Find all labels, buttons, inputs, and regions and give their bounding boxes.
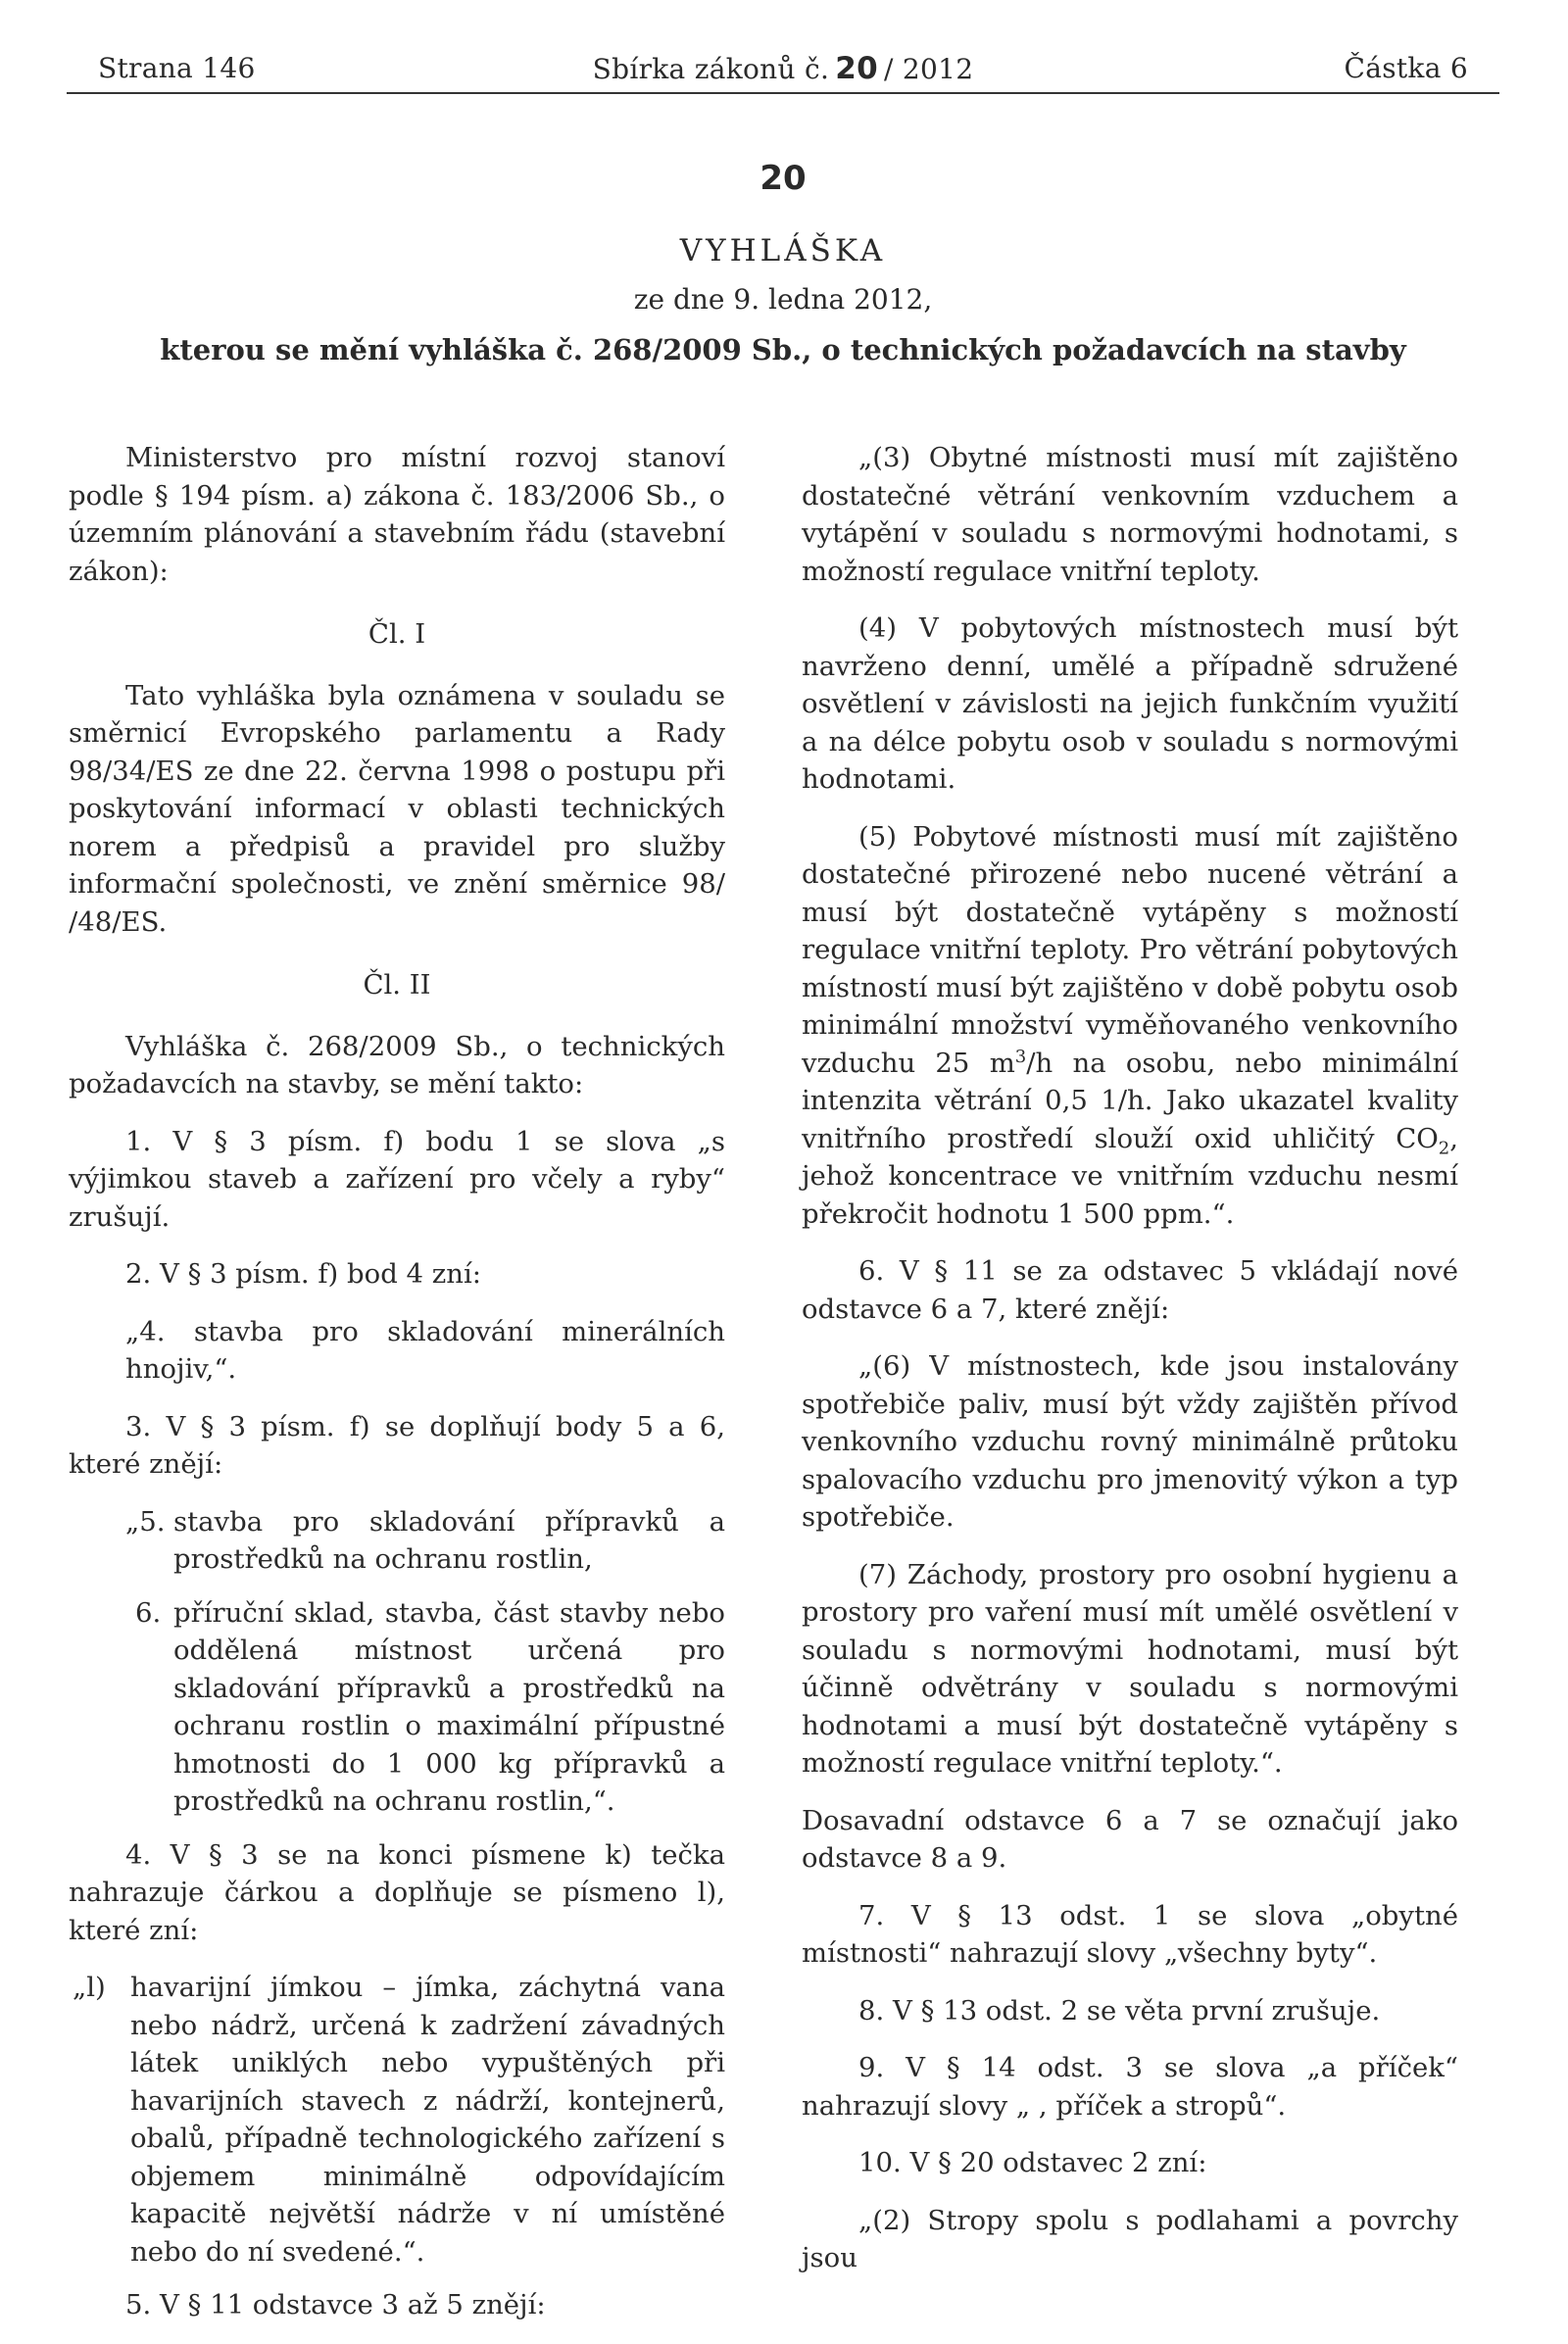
amendment-point: 6. V § 11 se za odstavec 5 vkládají nové odstavce 6 a 7, které znějí: [802, 1255, 1458, 1325]
renumbering-note: Dosavadní odstavce 6 a 7 se označují jako odstavce 8 a 9. [802, 1804, 1458, 1874]
quoted-paragraph: (7) Záchody, prostory pro osobní hygienu a prostory pro vaření musí mít umělé osvětlení v souladu s normovými hodnotami, musí být účinně odvětrány v souladu s normovými hodnotami a musí být dostatečně vytápěny s možností regulace vnitřní teploty.“. [802, 1558, 1458, 1779]
amendment-point: 10. V § 20 odstavec 2 zní: [858, 2147, 1207, 2178]
running-header [67, 45, 1499, 92]
list-item [69, 1503, 725, 1579]
text-run: /h na osobu, nebo minimální intenzita větrání 0,5 1/h. Jako ukazatel kvality vnitřního prostředí slouží oxid uhličitý CO [802, 1047, 1458, 1154]
amendment-point: 5. V § 11 odstavce 3 až 5 znějí: [125, 2289, 546, 2320]
page-number: Strana 146 [98, 52, 256, 84]
list-item-label: „l) [73, 1972, 106, 2003]
quoted-paragraph: „(3) Obytné místnosti musí mít zajištěno dostatečné větrání venkovním vzduchem a vytápění v souladu s normovými hodnotami, s možností regulace vnitřní teploty. [802, 442, 1458, 587]
decree-title: kterou se mění vyhláška č. 268/2009 Sb., o technických požadavcích na stavby [160, 333, 1406, 366]
text-run: , jehož koncentrace ve vnitřním vzduchu nesmí překročit hodnotu 1 500 ppm.“. [802, 1122, 1458, 1230]
quoted-paragraph: „(6) V místnostech, kde jsou instalovány spotřebiče paliv, musí být vždy zajištěn přívod venkovního vzduchu rovný minimálně průtoku spalovacího vzduchu pro jmenovitý výkon a typ spotřebiče. [802, 1350, 1458, 1533]
list-item [69, 1594, 725, 1821]
amendment-point: 1. V § 3 písm. f) bodu 1 se slova „s výjimkou staveb a zařízení pro včely a ryby“ zrušují. [69, 1125, 725, 1233]
intro-paragraph: Ministerstvo pro místní rozvoj stanoví podle § 194 písm. a) zákona č. 183/2006 Sb., o územním plánování a stavebním řádu (stavební zákon): [69, 442, 725, 587]
article-heading: Čl. I [368, 618, 426, 650]
collection-year: / 2012 [883, 53, 974, 85]
list-item-text: havarijní jímkou – jímka, záchytná vana nebo nádrž, určená k zadržení závadných látek uniklých nebo vypuštěných při havarijních stavech z nádrží, kontejnerů, obalů, případně technologického zařízení s objemem minimálně odpovídajícím kapacitě největší nádrže v ní umístěné nebo do ní svedené.“. [130, 1972, 725, 2268]
article-paragraph: Tato vyhláška byla oznámena v souladu se směrnicí Evropského parlamentu a Rady 98/34/ES ze dne 22. června 1998 o postupu při poskytování informací v oblasti technických norem a předpisů a pravidel pro služby informační společnosti, ve znění směrnice 98/ /48/ES. [69, 679, 725, 938]
decree-number: 20 [760, 159, 807, 198]
list-item-text: příruční sklad, stavba, část stavby nebo oddělená místnost určená pro skladování přípravků a prostředků na ochranu rostlin o maximální přípustné hmotnosti do 1 000 kg přípravků a prostředků na ochranu rostlin,“. [173, 1596, 725, 1817]
collection-reference [67, 45, 1499, 93]
right-column [802, 439, 1458, 2297]
quoted-text: „4. stavba pro skladování minerálních hnojiv,“. [125, 1315, 725, 1385]
quoted-paragraph: (4) V pobytových místnostech musí být navrženo denní, umělé a případně sdružené osvětlení v závislosti na jejich funkčním využití a na délce pobytu osob v souladu s normovými hodnotami. [802, 612, 1458, 795]
list-item-label: 6. [135, 1596, 162, 1629]
amendment-point: 8. V § 13 odst. 2 se věta první zrušuje. [858, 1994, 1381, 2027]
article-heading: Čl. II [363, 969, 431, 1001]
article-paragraph: Vyhláška č. 268/2009 Sb., o technických požadavcích na stavby, se mění takto: [69, 1030, 725, 1099]
amendment-point: 4. V § 3 se na konci písmene k) tečka nahrazuje čárkou a doplňuje se písmeno l), které zní: [69, 1838, 725, 1946]
quoted-paragraph [802, 818, 1458, 1234]
text-run: (5) Pobytové místnosti musí mít zajištěno dostatečné přirozené nebo nucené větrání a musí být dostatečně vytápěny s možností regulace vnitřní teploty. Pro větrání pobytových místností musí být zajištěno v době pobytu osob minimální množství vyměňovaného venkovního vzduchu 25 m [802, 820, 1458, 1079]
list-item [69, 1969, 725, 2271]
amendment-point: 3. V § 3 písm. f) se doplňují body 5 a 6, které znějí: [69, 1410, 725, 1480]
subscript: 2 [1438, 1138, 1450, 1158]
list-item-label: „5. [125, 1505, 166, 1538]
left-column [69, 439, 725, 2344]
decree-date: ze dne 9. ledna 2012, [633, 283, 933, 316]
superscript: 3 [1014, 1046, 1027, 1067]
amendment-point: 2. V § 3 písm. f) bod 4 zní: [125, 1258, 482, 1290]
issue-part: Částka 6 [1344, 52, 1468, 84]
amendment-point: 9. V § 14 odst. 3 se slova „a příček“ nahrazují slovy „ , příček a stropů“. [802, 2052, 1458, 2122]
collection-prefix: Sbírka zákonů č. [592, 53, 830, 85]
quoted-paragraph: „(2) Stropy spolu s podlahami a povrchy jsou [802, 2204, 1458, 2273]
decree-type: VYHLÁŠKA [679, 233, 887, 269]
header-rule [67, 92, 1499, 94]
collection-number: 20 [835, 51, 878, 86]
list-item-text: stavba pro skladování přípravků a prostředků na ochranu rostlin, [173, 1505, 725, 1575]
amendment-point: 7. V § 13 odst. 1 se slova „obytné místnosti“ nahrazují slovy „všechny byty“. [802, 1899, 1458, 1969]
